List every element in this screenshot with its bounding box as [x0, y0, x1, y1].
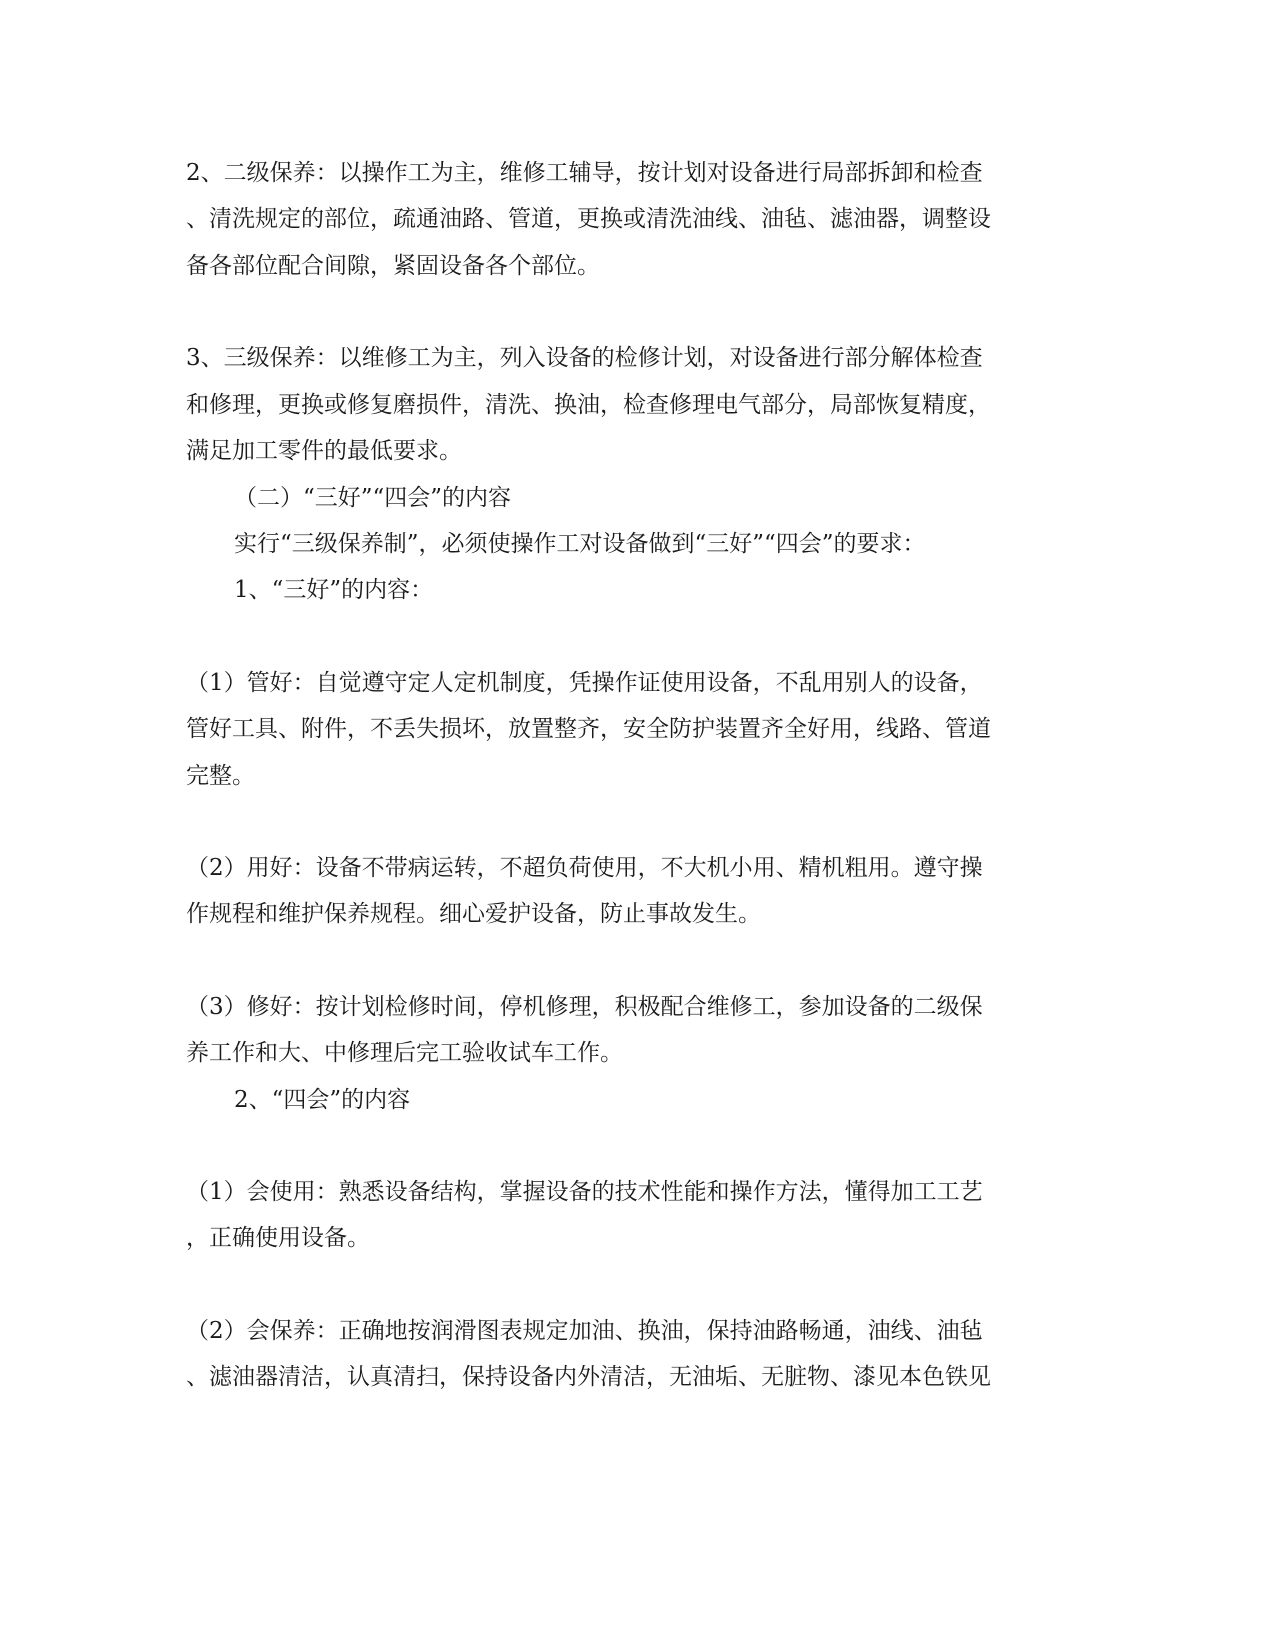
item-manage-well-line-3: 完整。	[186, 763, 255, 789]
item-can-maintain-line-2: 、滤油器清洁，认真清扫，保持设备内外清洁，无油垢、无脏物、漆见本色铁见	[186, 1364, 991, 1390]
paragraph-level3-maintenance-line-1: 3、三级保养：以维修工为主，列入设备的检修计划，对设备进行部分解体检查	[186, 345, 983, 371]
intro-paragraph: 实行“三级保养制”，必须使操作工对设备做到“三好”“四会”的要求：	[234, 531, 926, 557]
item-can-use-line-2: ，正确使用设备。	[186, 1225, 370, 1251]
subheading-three-good: 1、“三好”的内容：	[234, 577, 434, 603]
item-use-well-line-2: 作规程和维护保养规程。细心爱护设备，防止事故发生。	[186, 901, 761, 927]
section-heading-three-good-four-can: （二）“三好”“四会”的内容	[234, 485, 512, 511]
item-can-use-line-1: （1）会使用：熟悉设备结构，掌握设备的技术性能和操作方法，懂得加工工艺	[186, 1179, 983, 1205]
item-use-well-line-1: （2）用好：设备不带病运转，不超负荷使用，不大机小用、精机粗用。遵守操	[186, 855, 983, 881]
item-manage-well-line-2: 管好工具、附件，不丢失损坏，放置整齐，安全防护装置齐全好用，线路、管道	[186, 716, 991, 742]
item-can-maintain-line-1: （2）会保养：正确地按润滑图表规定加油、换油，保持油路畅通，油线、油毡	[186, 1318, 983, 1344]
subheading-four-can: 2、“四会”的内容	[234, 1087, 411, 1113]
paragraph-level3-maintenance-line-2: 和修理，更换或修复磨损件，清洗、换油，检查修理电气部分，局部恢复精度，	[186, 392, 991, 418]
item-manage-well-line-1: （1）管好：自觉遵守定人定机制度，凭操作证使用设备，不乱用别人的设备，	[186, 670, 983, 696]
paragraph-level3-maintenance-line-3: 满足加工零件的最低要求。	[186, 438, 462, 464]
paragraph-level2-maintenance-line-3: 备各部位配合间隙，紧固设备各个部位。	[186, 253, 600, 279]
paragraph-level2-maintenance-line-1: 2、二级保养：以操作工为主，维修工辅导，按计划对设备进行局部拆卸和检查	[186, 160, 983, 186]
item-repair-well-line-2: 养工作和大、中修理后完工验收试车工作。	[186, 1040, 623, 1066]
item-repair-well-line-1: （3）修好：按计划检修时间，停机修理，积极配合维修工，参加设备的二级保	[186, 994, 983, 1020]
paragraph-level2-maintenance-line-2: 、清洗规定的部位，疏通油路、管道，更换或清洗油线、油毡、滤油器，调整设	[186, 206, 991, 232]
